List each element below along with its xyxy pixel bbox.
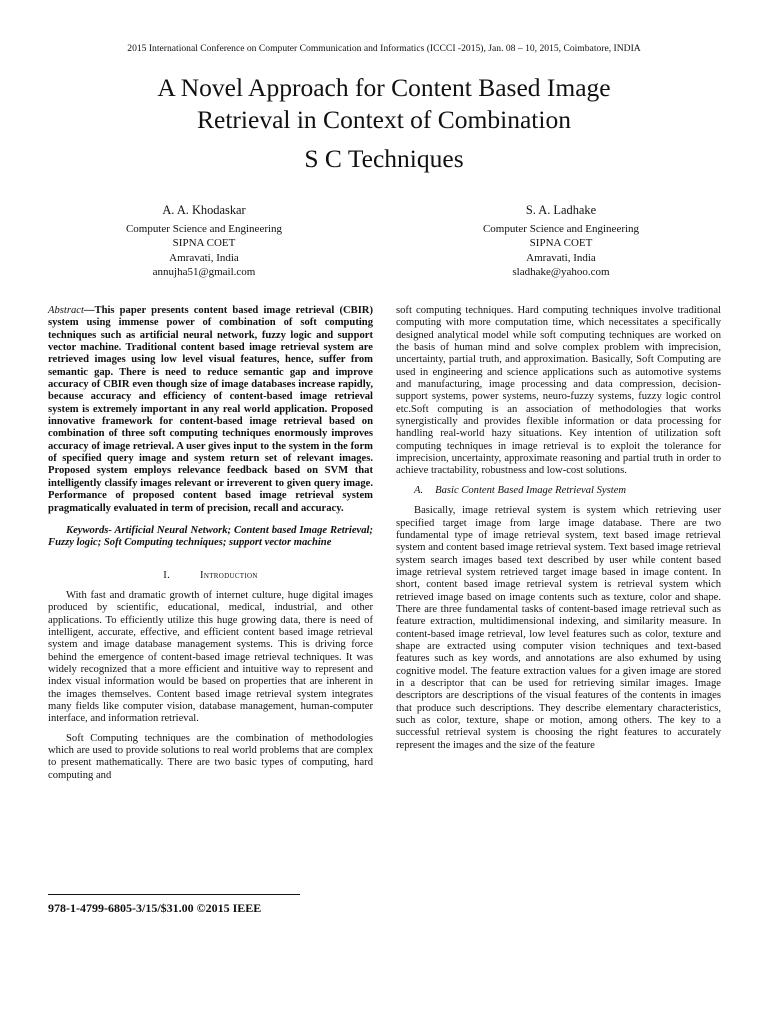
subsection-heading-a	[414, 485, 721, 497]
intro-paragraph-3: soft computing techniques. Hard computing techniques involve traditional computing with more computation time, which necessitates a specifically designed analytical model while soft computing techniques are worked on the basis of human mind and solve complex problem with imprecision, uncertainty, partial truth, and approximation. Basically, Soft Computing are used in engineering and science applications such as automotive systems and manufacturing, image processing and data compression, decision-support systems, power systems, neuro-fuzzy systems, fuzzy logic control etc.Soft computing is an association of methodologies that works synergistically and provides flexible information or data processing for handling real-world hazy situations. Key intention of utilization soft computing techniques in image retrieval is to exploit the tolerance for imprecision, uncertainty, approximate reasoning and partial truth in order to achieve tractability, robustness and low-cost solutions.	[396, 305, 721, 477]
intro-paragraph-2: Soft Computing techniques are the combination of methodologies which are used to provide solutions to real world problems that are complex to present mathematically. There are two basic types of computing, hard computing and	[48, 732, 373, 781]
abstract	[48, 305, 373, 515]
author-email: sladhake@yahoo.com	[512, 265, 610, 278]
copyright-footer: 978-1-4799-6805-3/15/$31.00 ©2015 IEEE	[48, 901, 262, 915]
author-institution: SIPNA COET	[172, 237, 236, 250]
keywords-text: Artificial Neural Network; Content based Image Retrieval; Fuzzy logic; Soft Computing techniques; support vector machine	[48, 524, 373, 549]
footer-divider	[48, 894, 300, 895]
author-department: Computer Science and Engineering	[125, 223, 283, 236]
intro-paragraph-1: With fast and dramatic growth of internet culture, huge digital images produced by scientific, educational, medical, industrial, and other applications. To efficiently utilize this huge growing data, there is need of intelligent, accurate, effective, and efficient content based image retrieval system and image database management systems. This is driving force behind the emergence of content-based image retrieval techniques. It was widely recognized that a more efficient and intuitive way to represent and index visual information would be based on properties that are inherent in the images themselves. Content based image retrieval system integrates many fields like computer vision, database management, human-computer interface, and information retrieval.	[48, 589, 373, 725]
abstract-text: This paper presents content based image retrieval (CBIR) system using immense power of combination of soft computing techniques such as artificial neural network, fuzzy logic and support vector machine. Traditional content based image retrieval system are retrieved images using low level visual features, hence, suffer from semantic gap. There is need to reduce semantic gap and improve accuracy of CBIR even though size of image databases increase rapidly, because accuracy and efficiency of content-based image retrieval system is extremely important in any real world application. Proposed innovative framework for content-based image retrieval based on combination of three soft computing techniques enormously improves accuracy of image retrieval. A user gives input to the system in the form of specified query image and system return set of relevant images. Proposed system employs relevance feedback based on SVM that intelligently classify images relevant or irreverent to given query image. Performance of proposed content based image retrieval system pragmatically evaluated in term of precision, recall and accuracy.	[48, 305, 373, 514]
abstract-label: Abstract	[48, 305, 84, 316]
keywords	[48, 525, 373, 550]
section-title: Introduction	[200, 569, 258, 581]
author-block-2	[431, 203, 691, 279]
subsection-number: A.	[414, 484, 424, 496]
left-column	[48, 305, 373, 789]
paper-title	[60, 72, 708, 175]
conference-header: 2015 International Conference on Computer Communication and Informatics (ICCCI -2015), Jan. 08 – 10, 2015, Coimbatore, INDIA	[127, 43, 641, 54]
title-line-1: A Novel Approach for Content Based Image	[157, 73, 611, 102]
author-city: Amravati, India	[526, 251, 596, 264]
title-line-3: S C Techniques	[304, 144, 464, 173]
author-name: A. A. Khodaskar	[162, 203, 246, 217]
author-department: Computer Science and Engineering	[482, 223, 640, 236]
keywords-label: Keywords-	[66, 524, 112, 536]
abstract-dash: —	[83, 305, 95, 316]
subsection-a-paragraph-1: Basically, image retrieval system is system which retrieving user specified target image from large image database. There are two fundamental type of image retrieval system, text based image retrieval system and content based image retrieval system. Text based image retrieval system search images based text described by user while content based image retrieval system retrieved target image based in image content. In short, content based image retrieval system is retrieval system which retrieved image based on image contents such as texture, color and shape. There are three fundamental tasks of content-based image retrieval such as feature extraction, multidimensional indexing, and similarity measure. In content-based image retrieval, low level features such as color, texture and shape are extracted using computer vision techniques and text-based features such as key words, and annotations are also exhumed by using cognitive model. The feature extraction values for a given image are stored in a descriptor that can be used for retrieving similar images. Image descriptors are descriptions of the visual features of the contents in images that produce such descriptions. They describe elementary characteristics, such as color, texture, shape or motion, among others. The key to a successful retrieval system is choosing the right features to accurately represent the images and the size of the feature	[396, 505, 721, 751]
author-email: annujha51@gmail.com	[152, 265, 256, 278]
title-line-2: Retrieval in Context of Combination	[197, 105, 571, 134]
section-heading-introduction	[48, 570, 373, 582]
author-institution: SIPNA COET	[529, 237, 593, 250]
right-column	[396, 305, 721, 759]
section-number: I.	[163, 569, 171, 581]
author-city: Amravati, India	[169, 251, 239, 264]
subsection-title: Basic Content Based Image Retrieval System	[435, 484, 627, 496]
author-block-1	[74, 203, 334, 279]
author-name: S. A. Ladhake	[525, 203, 597, 217]
